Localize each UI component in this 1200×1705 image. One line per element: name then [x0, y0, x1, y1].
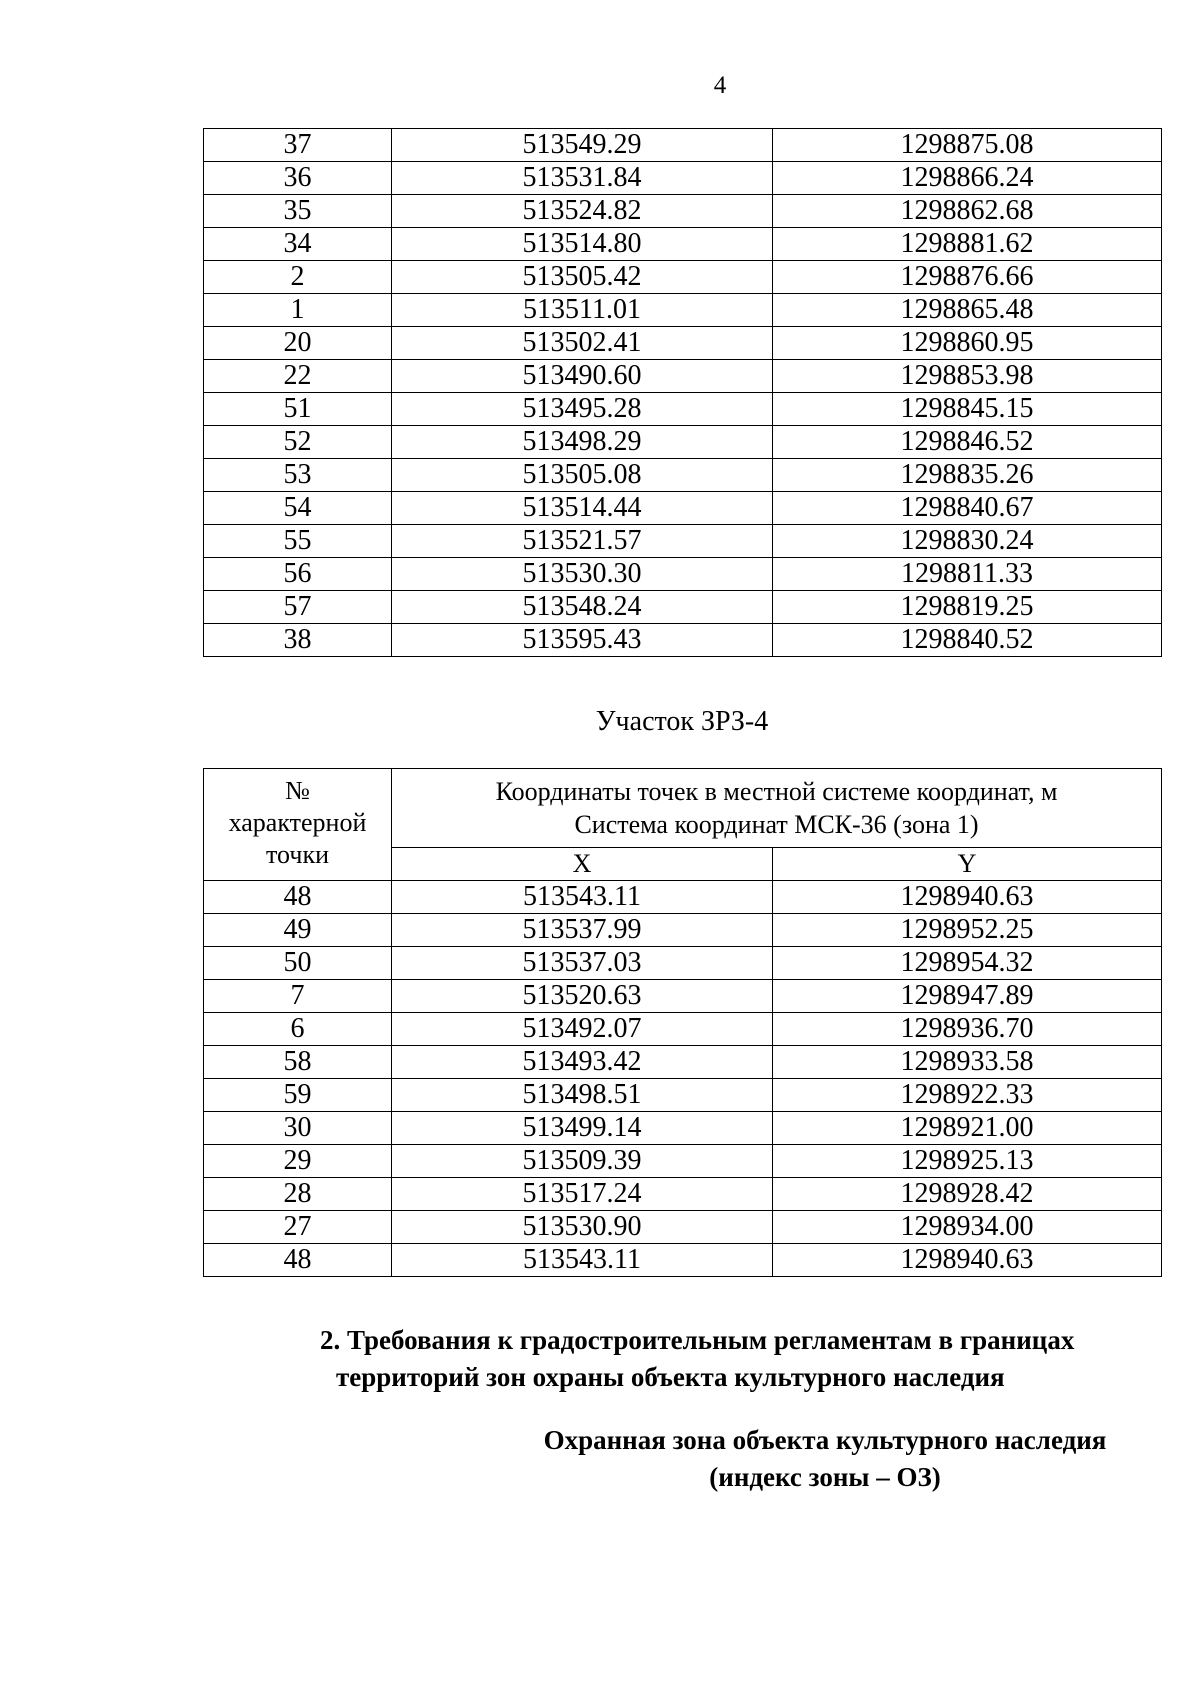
- x-coordinate-cell: 513511.01: [392, 294, 773, 327]
- y-coordinate-cell: 1298940.63: [773, 881, 1162, 914]
- header-coordinates-line2: Система координат МСК-36 (зона 1): [574, 810, 979, 839]
- x-coordinate-cell: 513524.82: [392, 195, 773, 228]
- y-coordinate-cell: 1298860.95: [773, 327, 1162, 360]
- table-row: [204, 129, 1162, 162]
- x-coordinate-cell: 513505.08: [392, 459, 773, 492]
- x-coordinate-cell: 513521.57: [392, 525, 773, 558]
- table-header: [204, 769, 1162, 881]
- y-coordinate-cell: 1298881.62: [773, 228, 1162, 261]
- x-coordinate-cell: 513499.14: [392, 1112, 773, 1145]
- y-coordinate-cell: 1298928.42: [773, 1178, 1162, 1211]
- y-coordinate-cell: 1298846.52: [773, 426, 1162, 459]
- table-row: [204, 294, 1162, 327]
- point-number-cell: 52: [204, 426, 392, 459]
- table-row: [204, 360, 1162, 393]
- zone-title: [300, 1422, 1200, 1496]
- table-row: [204, 624, 1162, 657]
- x-coordinate-cell: 513495.28: [392, 393, 773, 426]
- table-row: [204, 558, 1162, 591]
- x-coordinate-cell: 513530.90: [392, 1211, 773, 1244]
- y-coordinate-cell: 1298853.98: [773, 360, 1162, 393]
- y-coordinate-cell: 1298947.89: [773, 980, 1162, 1013]
- point-number-cell: 54: [204, 492, 392, 525]
- y-coordinate-cell: 1298921.00: [773, 1112, 1162, 1145]
- header-number-points: точки: [266, 840, 329, 869]
- point-number-cell: 7: [204, 980, 392, 1013]
- x-coordinate-cell: 513595.43: [392, 624, 773, 657]
- x-coordinate-cell: 513543.11: [392, 1244, 773, 1277]
- x-coordinate-cell: 513509.39: [392, 1145, 773, 1178]
- y-coordinate-cell: 1298840.67: [773, 492, 1162, 525]
- table-row: [204, 261, 1162, 294]
- table-row: [204, 881, 1162, 914]
- coordinates-table-continued: [203, 128, 1162, 657]
- header-coordinates-line1: Координаты точек в местной системе координат, м: [495, 777, 1058, 806]
- y-coordinate-cell: 1298862.68: [773, 195, 1162, 228]
- table-row: [204, 393, 1162, 426]
- point-number-cell: 35: [204, 195, 392, 228]
- section-heading-line1: 2. Требования к градостроительным регламентам в границах: [320, 1325, 1075, 1355]
- table-row: [204, 591, 1162, 624]
- zone-title-line2: (индекс зоны – ОЗ): [709, 1462, 941, 1492]
- point-number-cell: 36: [204, 162, 392, 195]
- point-number-cell: 6: [204, 1013, 392, 1046]
- x-coordinate-cell: 513543.11: [392, 881, 773, 914]
- point-number-cell: 38: [204, 624, 392, 657]
- header-number-sign: №: [285, 776, 310, 805]
- point-number-cell: 49: [204, 914, 392, 947]
- y-coordinate-cell: 1298811.33: [773, 558, 1162, 591]
- table-row: [204, 195, 1162, 228]
- point-number-cell: 48: [204, 1244, 392, 1277]
- point-number-cell: 50: [204, 947, 392, 980]
- table-row: [204, 1178, 1162, 1211]
- y-coordinate-cell: 1298840.52: [773, 624, 1162, 657]
- section-caption: Участок ЗРЗ-4: [595, 706, 769, 737]
- page-number: 4: [713, 72, 727, 99]
- table-row: [204, 426, 1162, 459]
- table-row: [204, 1079, 1162, 1112]
- table-row: [204, 1046, 1162, 1079]
- x-coordinate-cell: 513537.99: [392, 914, 773, 947]
- table-row: [204, 162, 1162, 195]
- y-coordinate-cell: 1298925.13: [773, 1145, 1162, 1178]
- table-row: [204, 525, 1162, 558]
- header-number-word: характерной: [228, 808, 367, 837]
- x-coordinate-cell: 513490.60: [392, 360, 773, 393]
- x-coordinate-cell: 513531.84: [392, 162, 773, 195]
- point-number-cell: 37: [204, 129, 392, 162]
- y-coordinate-cell: 1298865.48: [773, 294, 1162, 327]
- table-row: [204, 459, 1162, 492]
- table-row: [204, 980, 1162, 1013]
- x-coordinate-cell: 513505.42: [392, 261, 773, 294]
- point-number-cell: 22: [204, 360, 392, 393]
- header-coordinates: [392, 769, 1162, 848]
- table-body: [204, 881, 1162, 1277]
- x-coordinate-cell: 513548.24: [392, 591, 773, 624]
- x-coordinate-cell: 513514.44: [392, 492, 773, 525]
- header-point-number: [204, 769, 392, 881]
- section-heading-line2: территорий зон охраны объекта культурного наследия: [336, 1362, 1005, 1392]
- x-coordinate-cell: 513520.63: [392, 980, 773, 1013]
- point-number-cell: 51: [204, 393, 392, 426]
- y-coordinate-cell: 1298933.58: [773, 1046, 1162, 1079]
- y-coordinate-cell: 1298845.15: [773, 393, 1162, 426]
- point-number-cell: 30: [204, 1112, 392, 1145]
- coordinates-table-zrz4: [203, 768, 1162, 1277]
- table-row: [204, 492, 1162, 525]
- table-row: [204, 1013, 1162, 1046]
- x-coordinate-cell: 513530.30: [392, 558, 773, 591]
- table-row: [204, 228, 1162, 261]
- table-row: [204, 327, 1162, 360]
- y-coordinate-cell: 1298835.26: [773, 459, 1162, 492]
- y-coordinate-cell: 1298922.33: [773, 1079, 1162, 1112]
- point-number-cell: 59: [204, 1079, 392, 1112]
- y-coordinate-cell: 1298876.66: [773, 261, 1162, 294]
- x-coordinate-cell: 513502.41: [392, 327, 773, 360]
- point-number-cell: 57: [204, 591, 392, 624]
- x-coordinate-cell: 513549.29: [392, 129, 773, 162]
- table-row: [204, 1112, 1162, 1145]
- header-x: X: [392, 848, 773, 881]
- y-coordinate-cell: 1298936.70: [773, 1013, 1162, 1046]
- point-number-cell: 48: [204, 881, 392, 914]
- x-coordinate-cell: 513514.80: [392, 228, 773, 261]
- x-coordinate-cell: 513493.42: [392, 1046, 773, 1079]
- y-coordinate-cell: 1298866.24: [773, 162, 1162, 195]
- y-coordinate-cell: 1298952.25: [773, 914, 1162, 947]
- x-coordinate-cell: 513517.24: [392, 1178, 773, 1211]
- table-row: [204, 1211, 1162, 1244]
- point-number-cell: 53: [204, 459, 392, 492]
- table-row: [204, 914, 1162, 947]
- y-coordinate-cell: 1298940.63: [773, 1244, 1162, 1277]
- point-number-cell: 58: [204, 1046, 392, 1079]
- point-number-cell: 27: [204, 1211, 392, 1244]
- y-coordinate-cell: 1298875.08: [773, 129, 1162, 162]
- point-number-cell: 29: [204, 1145, 392, 1178]
- table-row: [204, 1145, 1162, 1178]
- header-y: Y: [773, 848, 1162, 881]
- table-body: [204, 129, 1162, 657]
- y-coordinate-cell: 1298934.00: [773, 1211, 1162, 1244]
- point-number-cell: 2: [204, 261, 392, 294]
- table-row: [204, 947, 1162, 980]
- x-coordinate-cell: 513492.07: [392, 1013, 773, 1046]
- point-number-cell: 1: [204, 294, 392, 327]
- point-number-cell: 20: [204, 327, 392, 360]
- section-heading: [320, 1322, 1200, 1396]
- x-coordinate-cell: 513498.51: [392, 1079, 773, 1112]
- table-row: [204, 1244, 1162, 1277]
- zone-title-line1: Охранная зона объекта культурного наследия: [543, 1425, 1107, 1455]
- y-coordinate-cell: 1298830.24: [773, 525, 1162, 558]
- point-number-cell: 55: [204, 525, 392, 558]
- x-coordinate-cell: 513537.03: [392, 947, 773, 980]
- point-number-cell: 28: [204, 1178, 392, 1211]
- y-coordinate-cell: 1298819.25: [773, 591, 1162, 624]
- y-coordinate-cell: 1298954.32: [773, 947, 1162, 980]
- point-number-cell: 56: [204, 558, 392, 591]
- point-number-cell: 34: [204, 228, 392, 261]
- x-coordinate-cell: 513498.29: [392, 426, 773, 459]
